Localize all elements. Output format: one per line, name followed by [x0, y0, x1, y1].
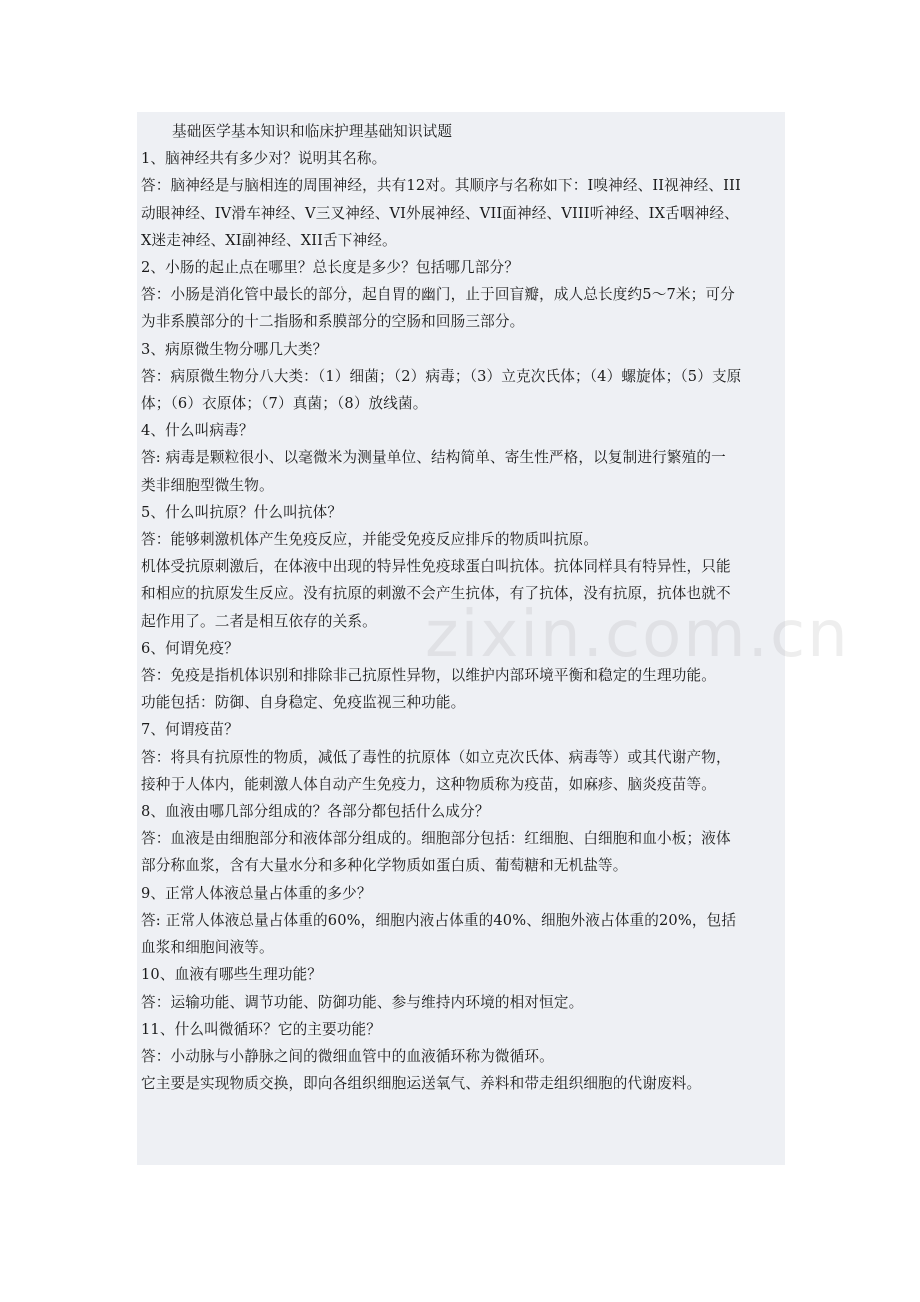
text-line: 功能包括：防御、自身稳定、免疫监视三种功能。: [141, 694, 466, 712]
text-line: 答: 病毒是颗粒很小、以毫微米为测量单位、结构简单、寄生性严格，以复制进行繁殖的一: [141, 449, 726, 467]
text-line: 1、脑神经共有多少对？说明其名称。: [141, 150, 387, 168]
text-line: 答：免疫是指机体识别和排除非己抗原性异物，以维护内部环境平衡和稳定的生理功能。: [141, 667, 717, 685]
document-body: [137, 112, 785, 1165]
text-line: 4、什么叫病毒？: [141, 422, 254, 440]
text-line: 和相应的抗原发生反应。没有抗原的刺激不会产生抗体，有了抗体，没有抗原，抗体也就不: [141, 585, 731, 603]
text-line: 血浆和细胞间液等。: [141, 939, 274, 957]
text-line: 5、什么叫抗原？什么叫抗体？: [141, 503, 343, 521]
text-line: 答：能够刺激机体产生免疫反应，并能受免疫反应排斥的物质叫抗原。: [141, 531, 599, 549]
text-line: 为非系膜部分的十二指肠和系膜部分的空肠和回肠三部分。: [141, 313, 525, 331]
text-line: 3、病原微生物分哪几大类？: [141, 340, 328, 358]
text-line: 7、何谓疫苗？: [141, 721, 239, 739]
text-line: 11、什么叫微循环？它的主要功能？: [141, 1020, 382, 1038]
text-line: 体；（6）衣原体；（7）真菌；（8）放线菌。: [141, 395, 428, 413]
text-line: 动眼神经、IV滑车神经、V三叉神经、VI外展神经、VII面神经、VIII听神经、IX舌咽神经、: [141, 204, 739, 222]
text-line: 起作用了。二者是相互依存的关系。: [141, 612, 377, 630]
text-line: 答：将具有抗原性的物质，减低了毒性的抗原体（如立克次氏体、病毒等）或其代谢产物，: [141, 748, 731, 766]
text-line: 9、正常人体液总量占体重的多少？: [141, 884, 372, 902]
text-line: 8、血液由哪几部分组成的？各部分都包括什么成分？: [141, 803, 490, 821]
text-line: 答：小肠是消化管中最长的部分，起自胃的幽门，止于回盲瓣，成人总长度约5～7米；可分: [141, 286, 735, 304]
text-line: X迷走神经、XI副神经、XII舌下神经。: [141, 231, 397, 249]
text-line: 答：脑神经是与脑相连的周围神经，共有12对。其顺序与名称如下：I嗅神经、II视神经、III: [141, 177, 741, 195]
text-line: 机体受抗原刺激后，在体液中出现的特异性免疫球蛋白叫抗体。抗体同样具有特异性，只能: [141, 558, 731, 576]
document-title: 基础医学基本知识和临床护理基础知识试题: [172, 123, 453, 140]
text-line: 答：小动脉与小静脉之间的微细血管中的血液循环称为微循环。: [141, 1047, 554, 1065]
text-line: 2、小肠的起止点在哪里？总长度是多少？包括哪几部分？: [141, 259, 520, 277]
text-line: 10、血液有哪些生理功能？: [141, 966, 323, 984]
text-line: 部分称血浆，含有大量水分和多种化学物质如蛋白质、葡萄糖和无机盐等。: [141, 857, 628, 875]
text-line: 它主要是实现物质交换，即向各组织细胞运送氧气、养料和带走组织细胞的代谢废料。: [141, 1075, 702, 1093]
text-line: 答：血液是由细胞部分和液体部分组成的。细胞部分包括：红细胞、白细胞和血小板；液体: [141, 830, 731, 848]
text-line: 答：运输功能、调节功能、防御功能、参与维持内环境的相对恒定。: [141, 993, 584, 1011]
text-line: 类非细胞型微生物。: [141, 476, 274, 494]
document-lines: [141, 145, 781, 1097]
text-line: 答：病原微生物分八大类：（1）细菌；（2）病毒；（3）立克次氏体；（4）螺旋体；（5）支原: [141, 367, 742, 385]
text-line: 6、何谓免疫？: [141, 639, 239, 657]
text-line: 接种于人体内，能刺激人体自动产生免疫力，这种物质称为疫苗，如麻疹、脑炎疫苗等。: [141, 775, 717, 793]
text-line: 答: 正常人体液总量占体重的60%，细胞内液占体重的40%、细胞外液占体重的20%，包括: [141, 911, 737, 929]
